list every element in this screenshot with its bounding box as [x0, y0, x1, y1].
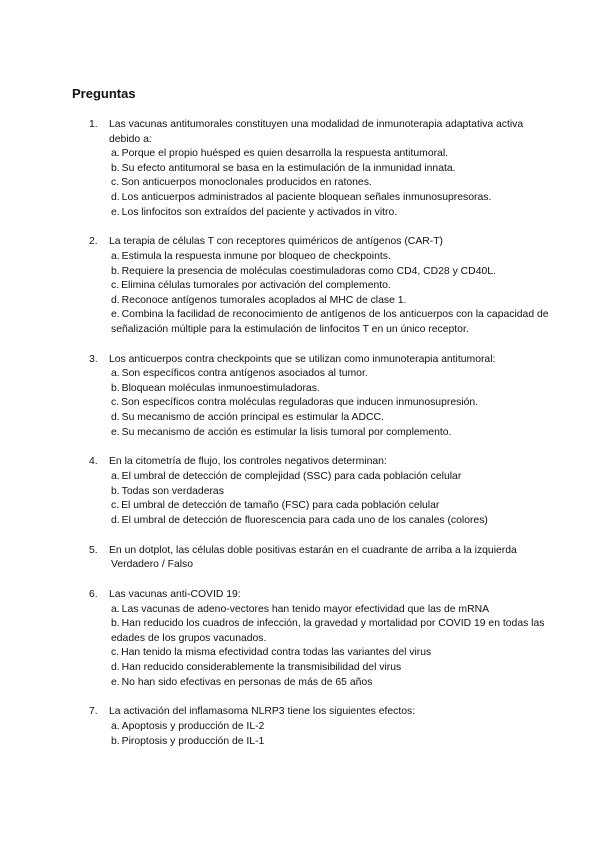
option-label: e.	[111, 206, 120, 218]
option-text: Son específicos contra moléculas reguladoras que inducen inmunosupresión.	[121, 397, 479, 409]
option-label: b.	[111, 162, 120, 174]
option-label: d.	[111, 191, 120, 203]
answer-option	[109, 294, 550, 309]
option-text: Han reducido considerablemente la transmisibilidad del virus	[121, 661, 402, 673]
answer-option	[109, 720, 550, 735]
option-label: b.	[111, 265, 120, 277]
answer-option	[109, 485, 550, 500]
question-text: En la citometría de flujo, los controles negativos determinan:	[109, 456, 387, 468]
option-label: d.	[111, 661, 120, 673]
option-text: Los anticuerpos administrados al paciente bloquean señales inmunosupresoras.	[121, 191, 492, 203]
true-false-answer: Verdadero / Falso	[111, 559, 194, 571]
option-label: e.	[111, 676, 120, 688]
option-text: Reconoce antígenos tumorales acoplados al MHC de clase 1.	[121, 294, 407, 306]
answer-option	[109, 603, 550, 618]
question-item	[72, 705, 550, 749]
answer-option	[109, 646, 550, 661]
option-text: Su efecto antitumoral se basa en la estimulación de la inmunidad innata.	[121, 162, 456, 174]
option-text: El umbral de detección de tamaño (FSC) para cada población celular	[121, 500, 440, 512]
option-text: El umbral de detección de complejidad (SSC) para cada población celular	[121, 471, 462, 483]
option-text: Son anticuerpos monoclonales producidos en ratones.	[121, 177, 372, 189]
question-text: Los anticuerpos contra checkpoints que se utilizan como inmunoterapia antitumoral:	[109, 353, 496, 365]
question-item	[72, 455, 550, 528]
answer-option	[109, 735, 550, 750]
option-label: a.	[111, 603, 120, 615]
option-text: Elimina células tumorales por activación del complemento.	[121, 280, 391, 292]
answer-option	[109, 661, 550, 676]
answer-option	[109, 162, 550, 177]
option-label: b.	[111, 735, 120, 747]
answer-option	[109, 514, 550, 529]
option-label: c.	[111, 280, 120, 292]
answer-option	[109, 206, 550, 221]
option-text: Su mecanismo de acción es estimular la lisis tumoral por complemento.	[121, 426, 452, 438]
option-text: Todas son verdaderas	[121, 485, 224, 497]
option-label: d.	[111, 514, 120, 526]
question-item	[72, 118, 550, 220]
option-label: a.	[111, 720, 120, 732]
question-number: 2.	[89, 236, 98, 248]
question-item	[72, 588, 550, 690]
question-text: La activación del inflamasoma NLRP3 tiene los siguientes efectos:	[109, 706, 416, 718]
answer-option	[109, 382, 550, 397]
option-text: Bloquean moléculas inmunoestimuladoras.	[121, 382, 320, 394]
answer-option	[109, 470, 550, 485]
option-label: d.	[111, 412, 120, 424]
question-number: 6.	[89, 588, 98, 600]
option-label: a.	[111, 368, 120, 380]
option-text: Piroptosis y producción de IL-1	[121, 735, 265, 747]
option-label: a.	[111, 148, 120, 160]
option-label: a.	[111, 250, 120, 262]
option-label: c.	[111, 500, 120, 512]
option-text: Su mecanismo de acción principal es estimular la ADCC.	[121, 412, 384, 424]
option-text: Los linfocitos son extraídos del paciente y activados in vitro.	[121, 206, 398, 218]
option-text: Han reducido los cuadros de infección, la gravedad y mortalidad por COVID 19 en todas las edades de los grupos vacunados.	[111, 618, 545, 644]
answer-option	[109, 265, 550, 280]
answer-option	[109, 676, 550, 691]
page-heading: Preguntas	[72, 86, 136, 101]
option-text: Son específicos contra antígenos asociados al tumor.	[121, 368, 368, 380]
option-label: c.	[111, 647, 120, 659]
answer-option	[109, 499, 550, 514]
answer-option	[109, 411, 550, 426]
question-number: 7.	[89, 706, 98, 718]
option-text: Estimula la respuesta inmune por bloqueo de checkpoints.	[121, 250, 391, 262]
question-item	[72, 353, 550, 441]
question-text: Las vacunas anti-COVID 19:	[109, 588, 241, 600]
answer-option	[109, 147, 550, 162]
answer-option	[109, 191, 550, 206]
answer-option	[109, 367, 550, 382]
answer-option	[109, 250, 550, 265]
question-item	[72, 544, 550, 573]
option-text: Requiere la presencia de moléculas coestimuladoras como CD4, CD28 y CD40L.	[121, 265, 496, 277]
answer-option	[109, 176, 550, 191]
option-text: Han tenido la misma efectividad contra todas las variantes del virus	[121, 647, 432, 659]
question-number: 1.	[89, 119, 98, 130]
question-number: 4.	[89, 456, 98, 468]
option-label: b.	[111, 618, 120, 630]
question-text: En un dotplot, las células doble positivas estarán en el cuadrante de arriba a la izquierda	[109, 544, 517, 556]
option-label: a.	[111, 471, 120, 483]
option-text: No han sido efectivas en personas de más de 65 años	[121, 676, 373, 688]
option-text: Combina la facilidad de reconocimiento de antígenos de los anticuerpos con la capacidad de señalización múltiple para la estimulación de linfocitos T en un único receptor.	[111, 309, 549, 335]
question-list	[72, 118, 550, 764]
question-item	[72, 235, 550, 337]
answer-option	[109, 617, 550, 646]
option-text: Apoptosis y producción de IL-2	[121, 720, 265, 732]
option-label: e.	[111, 426, 120, 438]
option-label: d.	[111, 294, 120, 306]
question-number: 5.	[89, 544, 98, 556]
option-label: c.	[111, 177, 120, 189]
option-text: Las vacunas de adeno-vectores han tenido mayor efectividad que las de mRNA	[121, 603, 490, 615]
option-label: c.	[111, 397, 120, 409]
option-text: Porque el propio huésped es quien desarrolla la respuesta antitumoral.	[121, 148, 449, 160]
option-label: b.	[111, 485, 120, 497]
question-text: La terapia de células T con receptores quiméricos de antígenos (CAR-T)	[109, 236, 444, 248]
option-label: e.	[111, 309, 120, 321]
answer-option	[109, 396, 550, 411]
option-text: El umbral de detección de fluorescencia para cada uno de los canales (colores)	[121, 514, 488, 526]
answer-option	[109, 426, 550, 441]
answer-option	[109, 308, 550, 337]
question-text: Las vacunas antitumorales constituyen una modalidad de inmunoterapia adaptativa activa debido a:	[109, 119, 524, 145]
option-label: b.	[111, 382, 120, 394]
question-number: 3.	[89, 353, 98, 365]
answer-option	[109, 279, 550, 294]
